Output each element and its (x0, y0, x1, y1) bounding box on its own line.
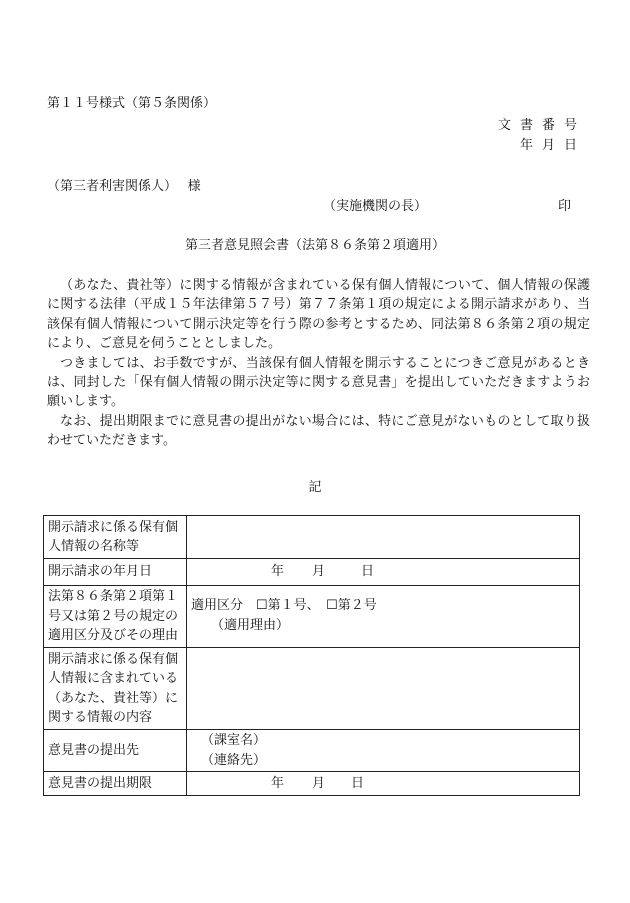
value-request-date (187, 559, 580, 586)
value-info-name (187, 516, 580, 559)
table-row (44, 772, 580, 796)
value-submission-destination (187, 730, 580, 772)
row-label-submission-destination: 意見書の提出先 (44, 730, 187, 772)
value-submission-deadline (187, 772, 580, 796)
row-label-applicable-category: 法第８６条第２項第１号又は第２号の規定の適用区分及びその理由 (44, 586, 187, 648)
sender: （実施機関の長） (323, 199, 428, 214)
inquiry-table (43, 515, 580, 796)
row-label-info-content: 開示請求に係る保有個人情報に含まれている（あなた、貴社等）に関する情報の内容 (44, 648, 187, 730)
category-options: 適用区分 ☐第１号、 ☐第２号 (191, 598, 377, 613)
body-text (47, 276, 590, 451)
table-row (44, 559, 580, 586)
table-row (44, 730, 580, 772)
paragraph-1: （あなた、貴社等）に関する情報が含まれている保有個人情報について、個人情報の保護に関する法律（平成１５年法律第５７号）第７７条第１項の規定による開示請求があり、当該保有個人情報について開示決定等を行う際の参考とするため、同法第８６条第２項の規定により、ご意見を伺うこととしました。 (47, 278, 590, 352)
paragraph-3: なお、提出期限までに意見書の提出がない場合には、特にご意見がないものとして取り扱わせていただきます。 (47, 413, 590, 449)
value-info-content (187, 648, 580, 730)
addressee: （第三者利害関係人） 様 (47, 179, 201, 194)
value-applicable-category (187, 586, 580, 648)
paragraph-2: つきましては、お手数ですが、当該保有個人情報を開示することにつきご意見があるときは、同封した「保有個人情報の開示決定等に関する意見書」を提出していただきますようお願いします。 (47, 355, 590, 410)
seal-mark: 印 (558, 199, 572, 214)
month-label: 月 (312, 564, 326, 580)
section-label: （課室名） (201, 733, 267, 748)
month-label: 月 (312, 775, 326, 791)
table-row (44, 586, 580, 648)
document-date-label: 年月日 (519, 138, 586, 153)
day-label: 日 (351, 775, 365, 791)
document-title: 第三者意見照会書（法第８６条第２項適用） (184, 238, 445, 253)
table-row (44, 516, 580, 559)
table-row (44, 648, 580, 730)
day-label: 日 (361, 564, 375, 580)
form-number: 第１１号様式（第５条関係） (47, 96, 217, 111)
row-label-info-name: 開示請求に係る保有個人情報の名称等 (44, 516, 187, 559)
year-label: 年 (271, 564, 285, 580)
contact-label: （連絡先） (201, 752, 267, 768)
row-label-request-date: 開示請求の年月日 (44, 559, 187, 586)
row-label-submission-deadline: 意見書の提出期限 (44, 772, 187, 796)
ki-heading: 記 (308, 480, 322, 495)
reason-label: （適用理由） (211, 617, 290, 633)
year-label: 年 (271, 775, 285, 791)
document-number-label: 文書番号 (497, 118, 586, 133)
